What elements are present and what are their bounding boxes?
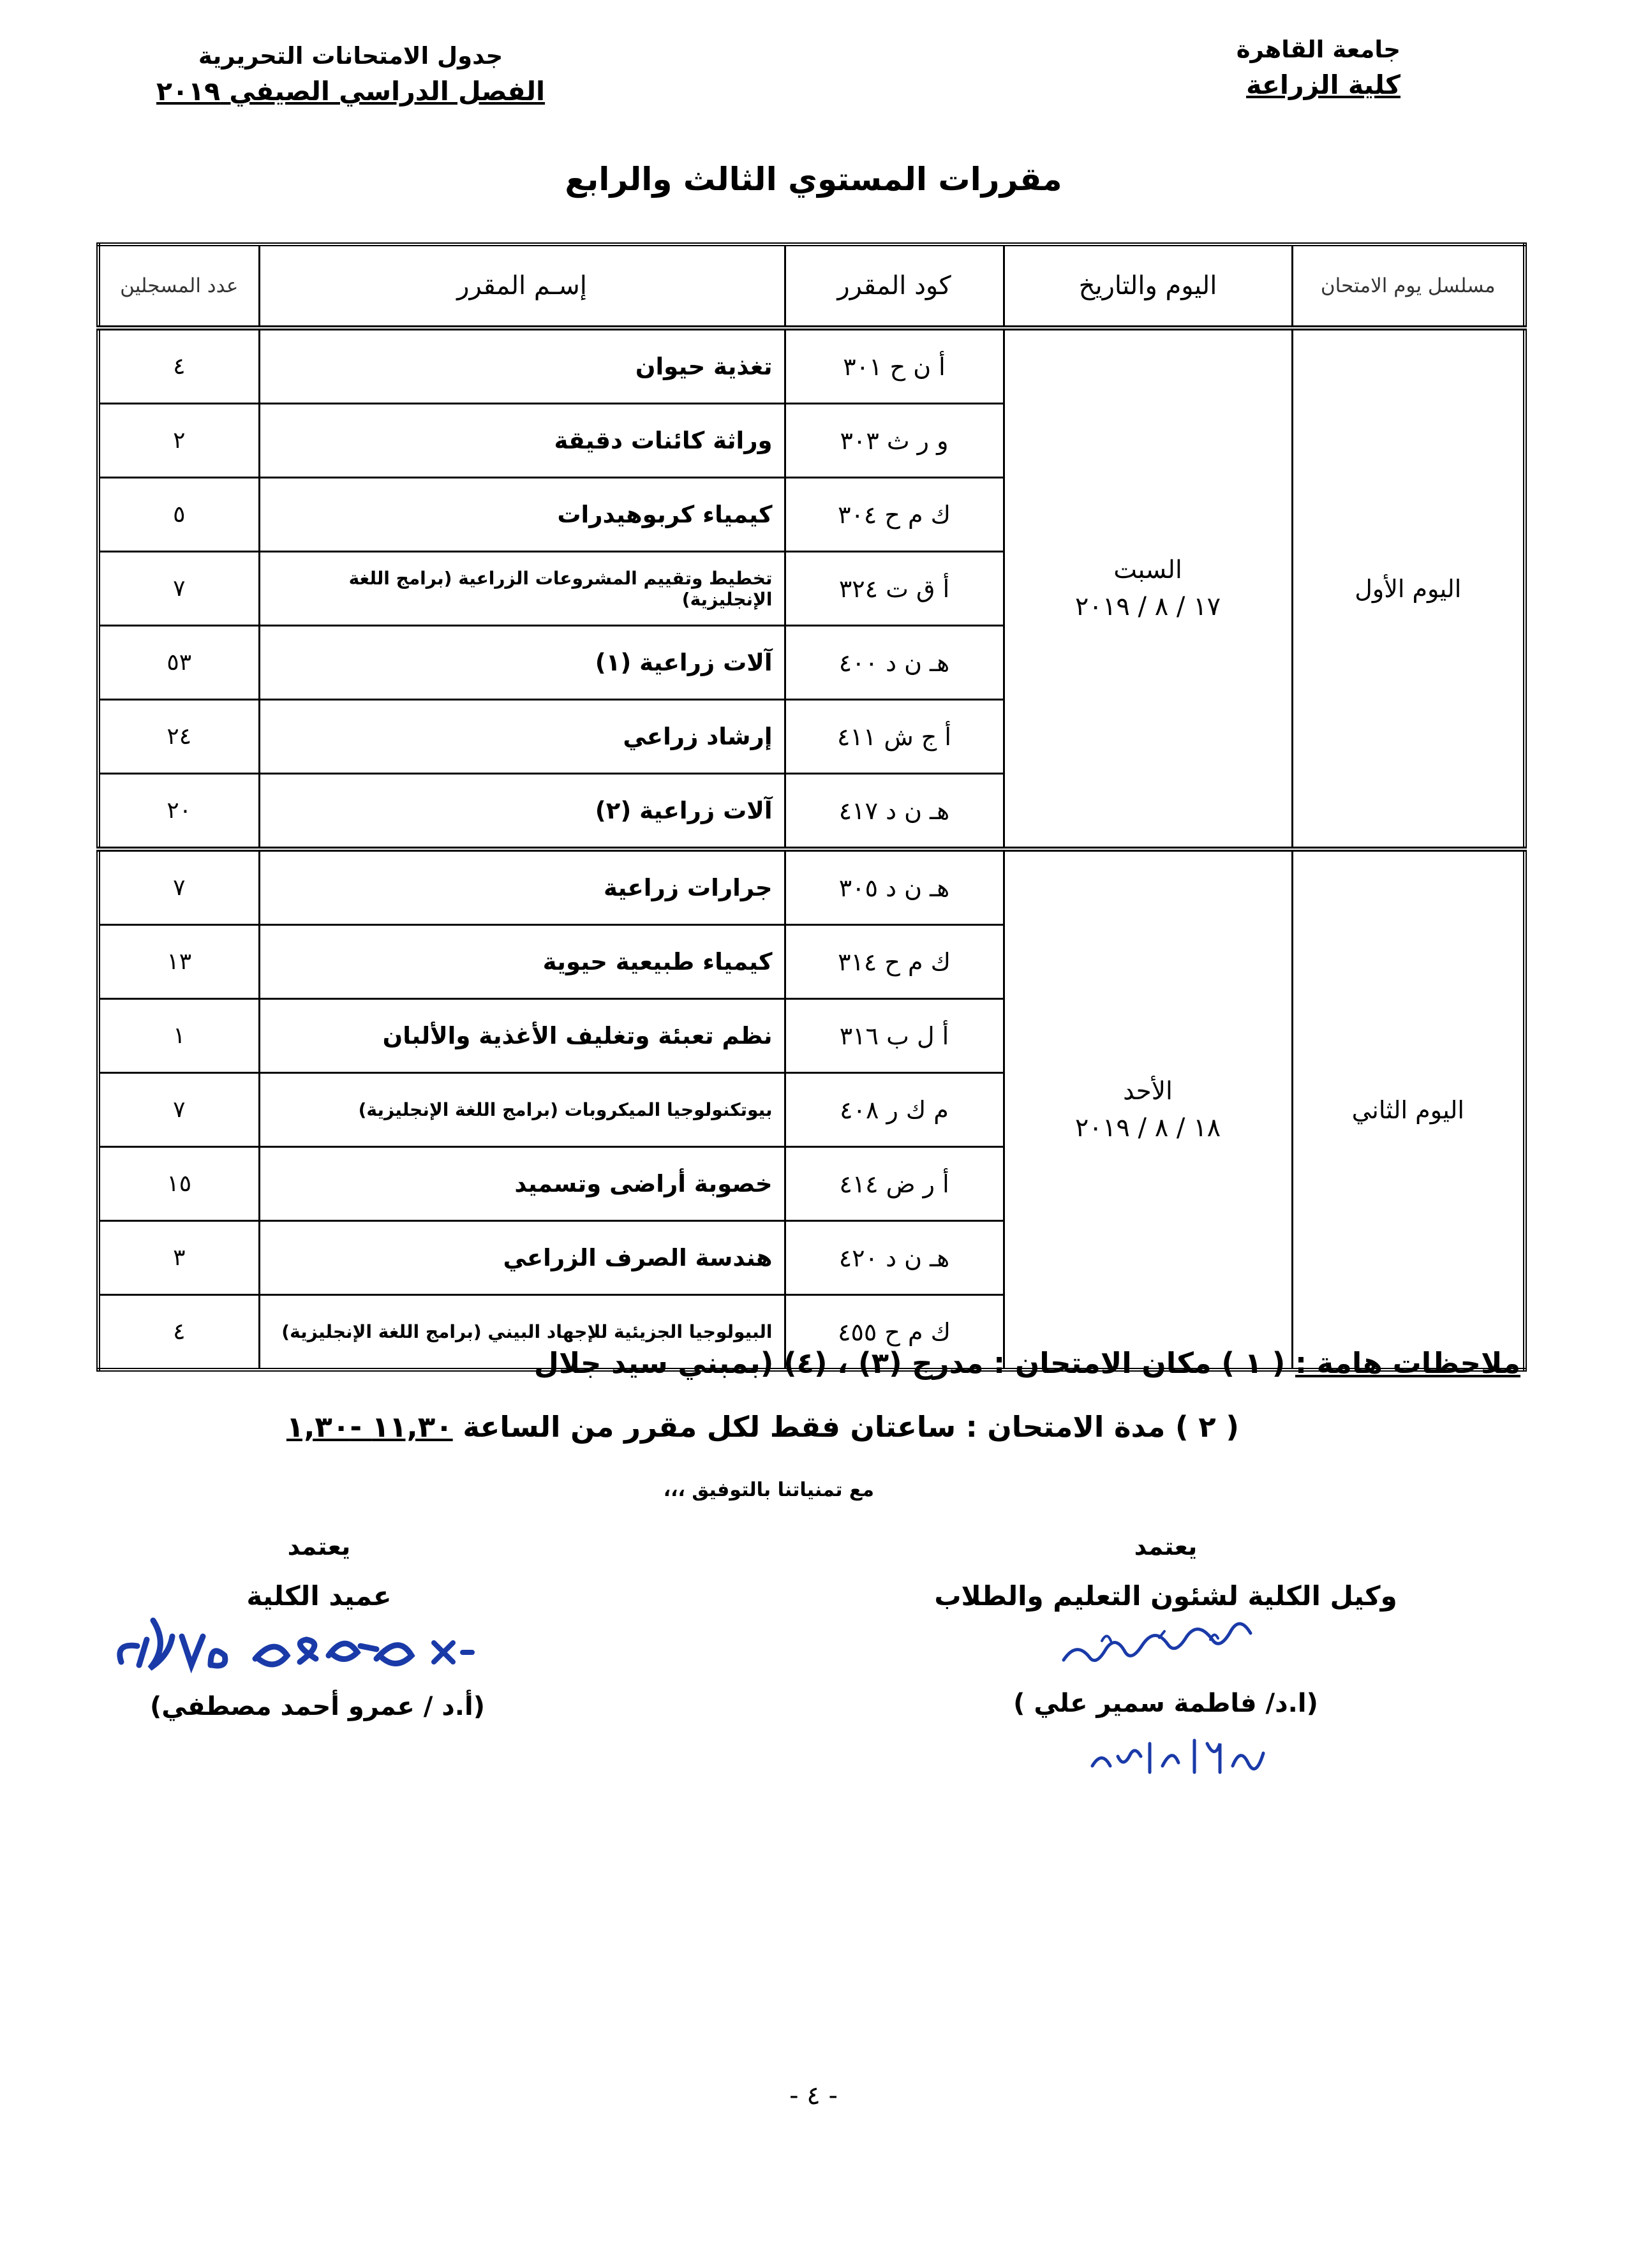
wishes-text: مع تمنياتنا بالتوفيق ،،، [663,1479,874,1501]
course-name: هندسة الصرف الزراعي [259,1221,785,1295]
registered-count: ٤ [98,328,259,404]
course-code: أ ر ض ٤١٤ [785,1147,1004,1221]
registered-count: ٥٣ [98,626,259,700]
header-course-name: إسـم المقرر [259,244,785,328]
signer-role: عميد الكلية [246,1580,392,1612]
day-date-cell [1004,328,1292,849]
registered-count: ٤ [98,1295,259,1370]
course-code: أ ن ح ٣٠١ [785,328,1004,404]
course-name: بيوتكنولوجيا الميكروبات (برامج اللغة الإنجليزية) [259,1073,785,1147]
course-code: أ ج ش ٤١١ [785,700,1004,774]
registered-count: ٥ [98,478,259,552]
faculty-name: كلية الزراعة [1246,70,1400,100]
course-name: تخطيط وتقييم المشروعات الزراعية (برامج اللغة الإنجليزية) [259,552,785,626]
course-name: آلات زراعية (٢) [259,774,785,850]
course-name: كيمياء طبيعية حيوية [259,925,785,999]
registered-count: ٧ [98,1073,259,1147]
registered-count: ٣ [98,1221,259,1295]
header-document [156,40,545,110]
course-code: هـ ن د ٣٠٥ [785,849,1004,925]
course-code: ك م ح ٤٥٥ [785,1295,1004,1370]
header-institution [1237,33,1400,103]
table-row [98,849,1525,925]
exam-day-cell: اليوم الثاني [1292,849,1525,1370]
course-code: ك م ح ٣٠٤ [785,478,1004,552]
course-name: خصوبة أراضى وتسميد [259,1147,785,1221]
notes-line-2 [286,1410,1239,1444]
header-day-date: اليوم والتاريخ [1004,244,1292,328]
course-name: جرارات زراعية [259,849,785,925]
page-number: - ٤ - [789,2081,838,2110]
course-name: إرشاد زراعي [259,700,785,774]
header-course-code: كود المقرر [785,244,1004,328]
signature-dean [149,1527,485,1724]
table-row [98,328,1525,404]
course-name: وراثة كائنات دقيقة [259,404,785,478]
signer-role: وكيل الكلية لشئون التعليم والطلاب [934,1580,1397,1612]
course-code: م ك ر ٤٠٨ [785,1073,1004,1147]
handwritten-signature-dean [108,1608,491,1691]
notes-line-1 [534,1346,1520,1380]
day-date-cell [1004,849,1292,1370]
table-header-row [98,244,1525,328]
exam-schedule-table [96,242,1527,1372]
signature-vice-dean [930,1527,1402,1791]
approve-label: يعتمد [1134,1532,1198,1560]
course-name: نظم تعبئة وتغليف الأغذية والألبان [259,999,785,1073]
note-exam-location: ( ١ ) مكان الامتحان : مدرج (٣) ، (٤) (بمبني سيد جلال [533,1346,1286,1380]
signer-name: (أ.د / عمرو أحمد مصطفي) [149,1692,485,1721]
registered-count: ٢٠ [98,774,259,850]
course-code: هـ ن د ٤١٧ [785,774,1004,850]
handwritten-date [1083,1728,1274,1785]
document-title: جدول الامتحانات التحريرية [198,42,503,70]
exam-date: ١٨ / ٨ / ٢٠١٩ [1074,1113,1221,1143]
university-name: جامعة القاهرة [1236,36,1400,63]
note-exam-time: ١١,٣٠ -١,٣٠ [286,1410,453,1444]
approve-label: يعتمد [287,1532,351,1560]
header-exam-day: مسلسل يوم الامتحان [1292,244,1525,328]
course-name: آلات زراعية (١) [259,626,785,700]
course-code: هـ ن د ٤٠٠ [785,626,1004,700]
course-code: و ر ث ٣٠٣ [785,404,1004,478]
weekday: السبت [1113,556,1182,584]
course-name: كيمياء كربوهيدرات [259,478,785,552]
exam-group-1 [98,328,1525,849]
term-label: الفصل الدراسي الصيفي ٢٠١٩ [156,76,546,107]
page-title: مقررات المستوي الثالث والرابع [565,161,1062,198]
registered-count: ٢٤ [98,700,259,774]
course-code: هـ ن د ٤٢٠ [785,1221,1004,1295]
handwritten-signature-vice-dean [1057,1615,1261,1686]
course-code: أ ل ب ٣١٦ [785,999,1004,1073]
registered-count: ٧ [98,849,259,925]
note-exam-duration: ( ٢ ) مدة الامتحان : ساعتان فقط لكل مقرر من الساعة [463,1410,1239,1444]
registered-count: ١٣ [98,925,259,999]
weekday: الأحد [1123,1077,1173,1106]
registered-count: ٢ [98,404,259,478]
notes-label: ملاحظات هامة : [1295,1346,1520,1380]
header-registered: عدد المسجلين [98,244,259,328]
exam-date: ١٧ / ٨ / ٢٠١٩ [1074,592,1221,621]
registered-count: ٧ [98,552,259,626]
course-name: تغذية حيوان [259,328,785,404]
registered-count: ١ [98,999,259,1073]
exam-group-2 [98,849,1525,1370]
registered-count: ١٥ [98,1147,259,1221]
exam-day-cell: اليوم الأول [1292,328,1525,849]
course-code: أ ق ت ٣٢٤ [785,552,1004,626]
course-code: ك م ح ٣١٤ [785,925,1004,999]
signer-name: (ا.د/ فاطمة سمير علي ) [1013,1689,1318,1718]
course-name: البيولوجيا الجزيئية للإجهاد البيني (برامج اللغة الإنجليزية) [259,1295,785,1370]
